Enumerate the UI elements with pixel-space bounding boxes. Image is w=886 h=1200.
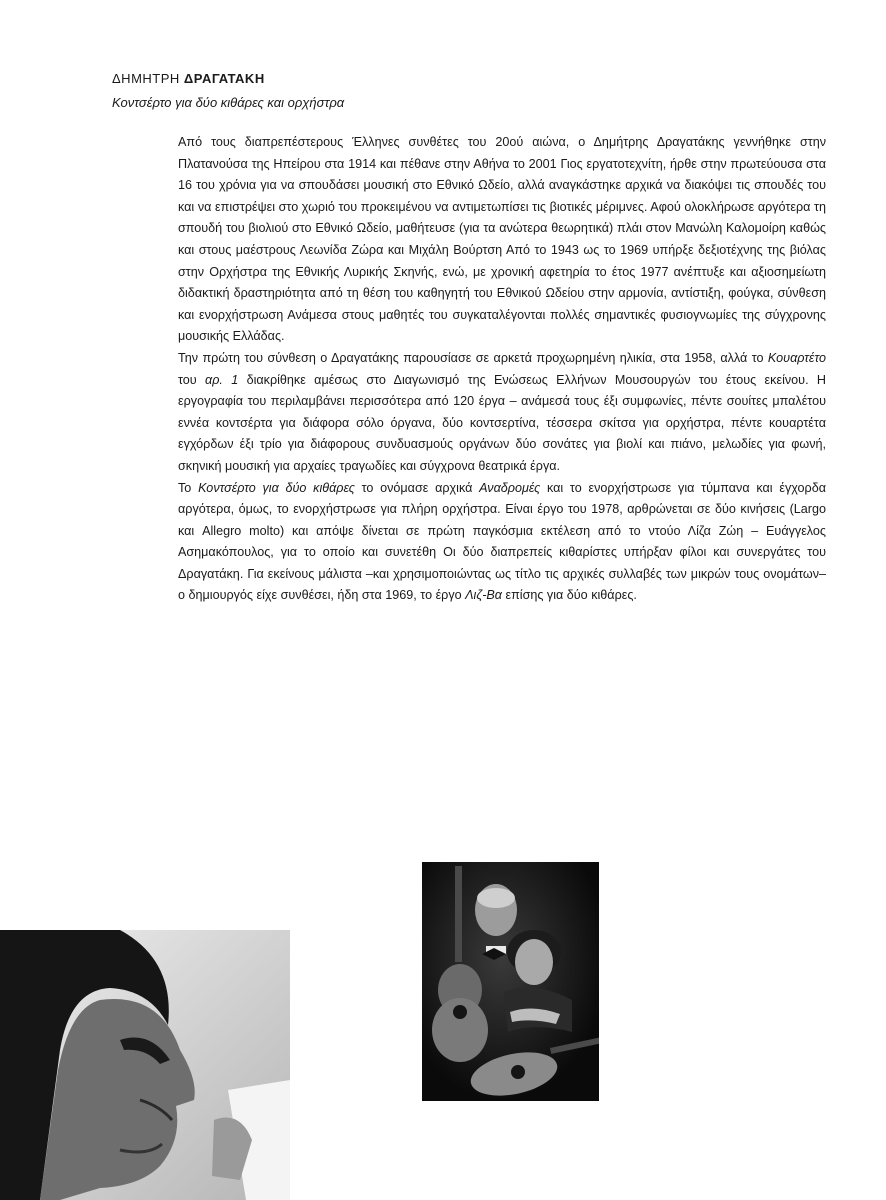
emphasis-quartet: Κουαρτέτο [767, 350, 826, 365]
composer-last-name: ΔΡΑΓΑΤΑΚΗ [183, 71, 265, 86]
composer-first-name: ΔΗΜΗΤΡΗ [112, 71, 180, 86]
text-run: και το ενορχήστρωσε για τύμπανα και έγχορδα αργότερα, όμως, το ενορχήστρωσε για πλήρη ορχήστρα. Είναι έργο του 1978, αρθρώνεται σε δύο κινήσεις (Largo και Allegro molto) και απόψε δίνεται σε πρώτη παγκόσμια εκτέλεση από το ντούο Λίζα Ζώη – Ευάγγελος Ασημακόπουλος, για το οποίο και συνετέθη Οι δύο διαπρεπείς κιθαρίστες υπήρξαν φίλοι και συνεργάτες του Δραγατάκη. Για εκείνους μάλιστα –και χρησιμοποιώντας ως τίτλο τις αρχικές συλλαβές των μικρών τους ονομάτων– ο δημιουργός είχε συνθέσει, ήδη στα 1969, το έργο [178, 480, 826, 603]
text-run: διακρίθηκε αμέσως στο Διαγωνισμό της Ενώσεως Ελλήνων Μουσουργών του έτους εκείνου. Η εργογραφία του περιλαμβάνει περισσότερα από 120 έργα – ανάμεσά τους έξι συμφωνίες, πέντε σουίτες μπαλέτου εννέα κοντσέρτα για διάφορα σόλο όργανα, δύο κοντσερτίνα, τέσσερα σκίτσα για ορχήστρα, πέντε κουαρτέτα εγχόρδων έξι τρίο για διάφορους συνδυασμούς οργάνων δύο σονάτες για βιολί και πιάνο, μελωδίες για φωνή, σκηνική μουσική για αρχαίες τραγωδίες και σύγχρονα θεατρικά έργα. [178, 372, 826, 473]
paragraph-works [178, 348, 826, 478]
emphasis-liz-va: Λιζ-Βα [465, 588, 502, 603]
composer-portrait-image [0, 930, 290, 1200]
paragraph-concerto [178, 478, 826, 608]
guitar-duo-photo [422, 862, 599, 1101]
emphasis-anadromes: Αναδρομές [479, 480, 541, 495]
text-run: επίσης για δύο κιθάρες. [501, 588, 637, 603]
guitar-duo-image [422, 862, 599, 1101]
page-header [112, 70, 812, 112]
text-run: του [178, 372, 206, 387]
text-run: Την πρώτη του σύνθεση ο Δραγατάκης παρουσίασε σε αρκετά προχωρημένη ηλικία, στα 1958, αλλά το [178, 350, 768, 365]
composer-portrait-photo [0, 930, 290, 1200]
emphasis-concerto-title: Κοντσέρτο για δύο κιθάρες [198, 480, 355, 495]
paragraph-biography: Από τους διαπρεπέστερους Έλληνες συνθέτες του 20ού αιώνα, ο Δημήτρης Δραγατάκης γεννήθηκε στην Πλατανούσα της Ηπείρου στα 1914 και πέθανε στην Αθήνα το 2001 Γιος εργατοτεχνίτη, ήρθε στην πρωτεύουσα στα 16 του χρόνια για να σπουδάσει μουσική στο Εθνικό Ωδείο, αλλά αναγκάστηκε αρχικά να διακόψει τις σπουδές του και να επιστρέψει στο χωριό του προκειμένου να αντιμετωπίσει τις βιοτικές μέριμνες. Αφού ολοκλήρωσε αργότερα τη σπουδή του βιολιού στο Εθνικό Ωδείο, μαθήτευσε (για τα ανώτερα θεωρητικά) πλάι στον Μανώλη Καλομοίρη καθώς και στους μαέστρους Λεωνίδα Ζώρα και Μιχάλη Βούρτση Από το 1943 ως το 1969 υπήρξε δεξιοτέχνης της βιόλας στην Ορχήστρα της Εθνικής Λυρικής Σκηνής, ενώ, με χρονική αφετηρία το έτος 1977 ανέπτυξε και αξιοσημείωτη διδακτική δραστηριότητα από τη θέση του καθηγητή του Εθνικού Ωδείου στην αρμονία, αντίστιξη, φούγκα, σύνθεση και ενορχήστρωση Ανάμεσα στους μαθητές του συγκαταλέγονται πολλές σημαντικές φυσιογνωμίες της σύγχρονης μουσικής Ελλάδας. [178, 135, 826, 344]
text-run: το ονόμασε αρχικά [354, 480, 480, 495]
text-run: Το [178, 480, 199, 495]
work-title: Κοντσέρτο για δύο κιθάρες και ορχήστρα [112, 95, 345, 110]
composer-name [112, 70, 812, 88]
emphasis-opus: αρ. 1 [205, 372, 239, 387]
article-body [178, 132, 826, 607]
